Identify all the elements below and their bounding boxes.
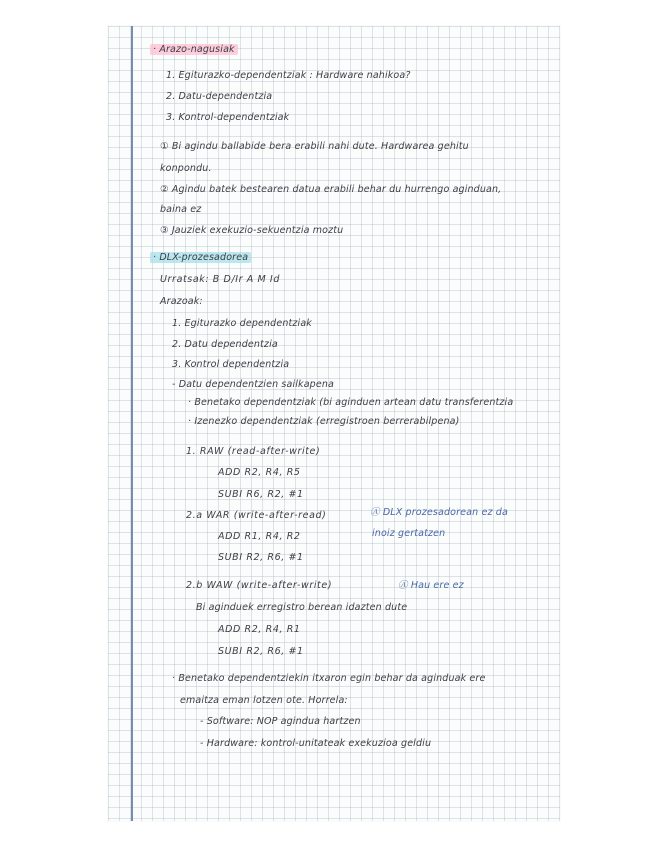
war-note-line-2: inoiz gertatzen (372, 528, 446, 539)
war-code-line-1: ADD R1, R4, R2 (218, 531, 301, 542)
true-dependencies: · Benetako dependentziak (bi aginduen artean datu transferentzia (188, 397, 514, 408)
margin-line (131, 26, 133, 821)
problem-item-data: 2. Datu-dependentzia (166, 91, 273, 102)
raw-code-line-1: ADD R2, R4, R5 (218, 467, 301, 478)
note-2-line-2: baina ez (160, 204, 202, 215)
waw-note: Ⓐ Hau ere ez (398, 580, 464, 591)
hardware-solution: - Hardware: kontrol-unitateak exekuzioa geldiu (200, 738, 432, 749)
pipeline-stages: Urratsak: B D/Ir A M Id (160, 274, 280, 285)
dlx-problem-structural: 1. Egiturazko dependentziak (172, 318, 312, 329)
problems-title: Arazoak: (160, 296, 203, 307)
war-note-line-1: Ⓐ DLX prozesadorean ez da (370, 507, 508, 518)
final-note-line-2: emaitza eman lotzen ote. Horrela: (180, 695, 348, 706)
name-dependencies: · Izenezko dependentziak (erregistroen berrerabilpena) (188, 416, 460, 427)
data-dependency-classification: - Datu dependentzien sailkapena (172, 379, 334, 390)
dlx-problem-control: 3. Kontrol dependentzia (172, 359, 290, 370)
problem-item-structural: 1. Egiturazko-dependentziak : Hardware nahikoa? (166, 70, 411, 81)
note-2-line-1: ② Agindu batek bestearen datua erabili behar du hurrengo aginduan, (160, 184, 502, 195)
software-solution: - Software: NOP agindua hartzen (200, 716, 361, 727)
note-1-line-2: konpondu. (160, 163, 212, 174)
heading-main-problems: · Arazo-nagusiak (150, 44, 238, 56)
heading-dlx-processor: · DLX-prozesadorea (150, 252, 251, 264)
waw-code-line-1: ADD R2, R4, R1 (218, 624, 301, 635)
waw-code-line-2: SUBI R2, R6, #1 (218, 646, 304, 657)
problem-item-control: 3. Kontrol-dependentziak (166, 112, 290, 123)
final-note-line-1: · Benetako dependentziekin itxaron egin behar da aginduak ere (172, 673, 486, 684)
waw-description: Bi aginduek erregistro berean idazten dute (196, 602, 408, 613)
waw-title: 2.b WAW (write-after-write) (186, 580, 333, 591)
raw-code-line-2: SUBI R6, R2, #1 (218, 489, 304, 500)
dlx-problem-data: 2. Datu dependentzia (172, 339, 278, 350)
note-3: ③ Jauziek exekuzio-sekuentzia moztu (160, 225, 344, 236)
note-1-line-1: ① Bi agindu ballabide bera erabili nahi dute. Hardwarea gehitu (160, 141, 469, 152)
war-title: 2.a WAR (write-after-read) (186, 510, 327, 521)
war-code-line-2: SUBI R2, R6, #1 (218, 552, 304, 563)
raw-title: 1. RAW (read-after-write) (186, 446, 321, 457)
